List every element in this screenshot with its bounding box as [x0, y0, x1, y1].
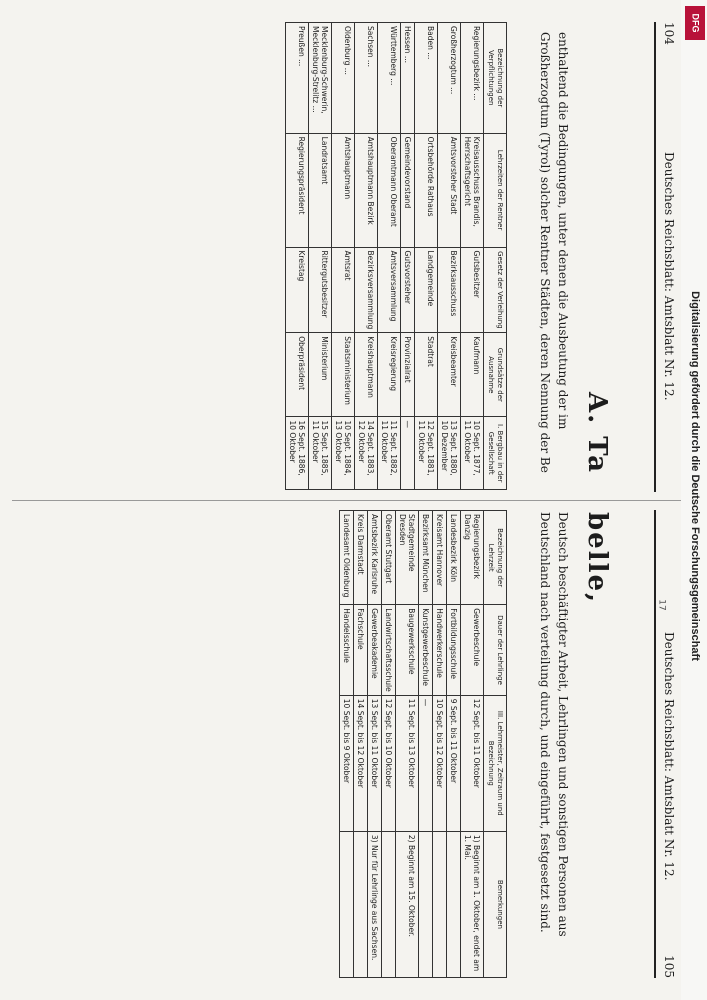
table-cell: Regierungsbezirk Danzig — [461, 511, 484, 605]
left-table-body — [286, 23, 484, 490]
table-row — [396, 511, 419, 978]
table-cell: Hessen ... — [401, 23, 415, 134]
margin-mark: 17 — [656, 599, 667, 611]
table-cell: Mecklenburg-Schwerin, Mecklenburg-Strelitz ... — [309, 23, 332, 134]
table-cell: Bezirksversammlung — [355, 247, 378, 333]
dfg-logo: DFG — [685, 6, 705, 40]
table-cell: Kreisamt Hannover — [433, 511, 447, 605]
right-table-body — [340, 511, 484, 978]
table-row — [433, 511, 447, 978]
table-cell: — — [419, 695, 433, 831]
table-cell: Amtshauptmann Bezirk — [355, 133, 378, 247]
table-row — [461, 511, 484, 978]
table-cell: 2) Beginnt am 15. Oktober. — [396, 831, 419, 977]
table-cell: 13 Sept. 1880, 10 Dezember — [438, 417, 461, 490]
table-cell: Kreistag — [286, 247, 309, 333]
table-cell: Provinzialrat — [401, 333, 415, 417]
table-cell: 9 Sept. bis 11 Oktober — [447, 695, 461, 831]
table-row — [415, 23, 438, 490]
rotated-spread — [12, 12, 682, 988]
table-cell: 16 Sept. 1886, 10 Oktober — [286, 417, 309, 490]
right-subtitle: Deutsch beschäftigter Arbeit, Lehrlingen und sonstigen Personen aus Deutschland nach verteilung durch, und eingeführt, festgesetzt sind. — [538, 512, 570, 937]
table-row — [368, 511, 382, 978]
table-cell: Oberamtmann Oberamt — [378, 133, 401, 247]
table-header-row — [484, 511, 507, 978]
table-cell: Kunstgewerbeschule — [419, 605, 433, 696]
table-cell: Sachsen ... — [355, 23, 378, 134]
table-cell: Württemberg ... — [378, 23, 401, 134]
digitization-note: Digitalisierung gefördert durch die Deutsche Forschungsgemeinschaft — [689, 291, 701, 661]
table-cell: 14 Sept. bis 12 Oktober — [354, 695, 368, 831]
table-cell: Bezirksamt München — [419, 511, 433, 605]
table-cell: Fortbildungsschule — [447, 605, 461, 696]
table-row — [309, 23, 332, 490]
left-page-number: 104 — [662, 22, 676, 45]
table-row — [354, 511, 368, 978]
table-cell: Kreisregierung — [378, 333, 401, 417]
table-header-row — [484, 23, 507, 490]
right-header-rule — [654, 510, 656, 978]
table-cell: Stadtgemeinde Dresden — [396, 511, 419, 605]
table-cell — [382, 831, 396, 977]
table-cell: — — [401, 417, 415, 490]
table-row — [355, 23, 378, 490]
table-row — [378, 23, 401, 490]
column-header: Dauer der Lehrlinge — [484, 605, 507, 696]
table-row — [461, 23, 484, 490]
table-cell: Bezirksausschuss — [438, 247, 461, 333]
right-title: belle, — [582, 512, 612, 605]
table-cell: Landesbezirk Köln — [447, 511, 461, 605]
table-cell: Stadtrat — [415, 333, 438, 417]
table-cell: 3) Nur für Lehrlinge aus Sachsen. — [368, 831, 382, 977]
table-row — [340, 511, 354, 978]
table-cell: Amtshauptmann — [332, 133, 355, 247]
table-cell: Landratsamt — [309, 133, 332, 247]
table-cell: Kreisausschuss Brandis, Herrschaftsgericht — [461, 133, 484, 247]
table-cell: Gewerbeakademie — [368, 605, 382, 696]
column-header: III. Lehrmeister, Zeitraum und Bezeichnung — [484, 695, 507, 831]
table-cell: Kreisbeamter — [438, 333, 461, 417]
table-row — [419, 511, 433, 978]
table-row — [438, 23, 461, 490]
table-cell: Kreishauptmann — [355, 333, 378, 417]
table-cell: Gewerbeschule — [461, 605, 484, 696]
table-cell: Regierungsbezirk ... — [461, 23, 484, 134]
table-cell: Amtsbezirk Karlsruhe — [368, 511, 382, 605]
column-header: Lehrzeiten der Rentner — [484, 133, 507, 247]
table-cell: Oberpräsident — [286, 333, 309, 417]
table-cell: Handelsschule — [340, 605, 354, 696]
table-cell: Gutsvorsteher — [401, 247, 415, 333]
table-cell: Landesamt Oldenburg — [340, 511, 354, 605]
left-title: A. Ta — [582, 392, 612, 474]
table-cell: 15 Sept. 1885, 11 Oktober — [309, 417, 332, 490]
table-cell — [447, 831, 461, 977]
table-cell: 1) Beginnt am 1. Oktober, endet am 1. Mai. — [461, 831, 484, 977]
table-cell: Landgemeinde — [415, 247, 438, 333]
table-cell: 10 Sept. 1877, 11 Oktober — [461, 417, 484, 490]
table-cell: Oldenburg ... — [332, 23, 355, 134]
table-cell: 11 Sept. 1882, 11 Oktober — [378, 417, 401, 490]
column-header: Gesetz der Verleihung — [484, 247, 507, 333]
digitization-sideband — [681, 0, 707, 1000]
right-table — [339, 510, 507, 978]
table-cell — [419, 831, 433, 977]
table-row — [332, 23, 355, 490]
table-cell: Regierungspräsident — [286, 133, 309, 247]
table-cell: 14 Sept. 1883, 12 Oktober — [355, 417, 378, 490]
table-cell: Amtsversammlung — [378, 247, 401, 333]
page-gutter — [12, 500, 682, 501]
column-header: Bezeichnung der Lehrzeit — [484, 511, 507, 605]
table-row — [447, 511, 461, 978]
table-cell: Oberamt Stuttgart — [382, 511, 396, 605]
table-row — [286, 23, 309, 490]
table-cell: Baugewerkschule — [396, 605, 419, 696]
column-header: Bezeichnung der Verpflichtungen — [484, 23, 507, 134]
left-header-rule — [654, 22, 656, 492]
table-cell: Fachschule — [354, 605, 368, 696]
table-cell: Kaufmann — [461, 333, 484, 417]
column-header: Bemerkungen — [484, 831, 507, 977]
table-row — [382, 511, 396, 978]
left-subtitle: enthaltend die Bedingungen, unter denen die Ausbeutung der im Großherzogtum (Tyrol) solcher Rentner Städten, deren Nennung der Be — [538, 32, 570, 473]
table-cell: 11 Sept. bis 13 Oktober — [396, 695, 419, 831]
column-header: Grundsätze der Ausnahme — [484, 333, 507, 417]
table-cell: 13 Sept. bis 11 Oktober — [368, 695, 382, 831]
right-running-head: Deutsches Reichsblatt: Amtsblatt Nr. 12. — [662, 632, 676, 881]
table-cell: Baden ... — [415, 23, 438, 134]
table-cell: Preußen ... — [286, 23, 309, 134]
table-cell: Amtsrat — [332, 247, 355, 333]
table-cell: Ortsbehörde Rathaus — [415, 133, 438, 247]
column-header: I. Bergbau in der Gesellschaft — [484, 417, 507, 490]
table-cell: Handwerkerschule — [433, 605, 447, 696]
table-cell: Rittergutsbesitzer — [309, 247, 332, 333]
table-cell: 10 Sept. bis 9 Oktober — [340, 695, 354, 831]
table-row — [401, 23, 415, 490]
table-cell: Staatsministerium — [332, 333, 355, 417]
table-cell: Ministerium — [309, 333, 332, 417]
table-cell: Amtsvorsteher Stadt — [438, 133, 461, 247]
table-cell — [433, 831, 447, 977]
table-cell: Landwirtschaftsschule — [382, 605, 396, 696]
table-cell: 12 Sept. 1881, 11 Oktober — [415, 417, 438, 490]
table-cell: 10 Sept. bis 12 Oktober — [433, 695, 447, 831]
table-cell: Großherzogtum ... — [438, 23, 461, 134]
table-cell: 10 Sept. 1884, 13 Oktober — [332, 417, 355, 490]
table-cell: Gutsbesitzer — [461, 247, 484, 333]
left-running-head: Deutsches Reichsblatt: Amtsblatt Nr. 12. — [662, 152, 676, 401]
table-cell: Gemeindevorstand — [401, 133, 415, 247]
table-cell — [354, 831, 368, 977]
table-cell — [340, 831, 354, 977]
left-table — [285, 22, 507, 490]
right-page-number: 105 — [662, 955, 676, 978]
table-cell: 12 Sept. bis 11 Oktober — [461, 695, 484, 831]
table-cell: 12 Sept. bis 10 Oktober — [382, 695, 396, 831]
table-cell: Kreis Darmstadt — [354, 511, 368, 605]
